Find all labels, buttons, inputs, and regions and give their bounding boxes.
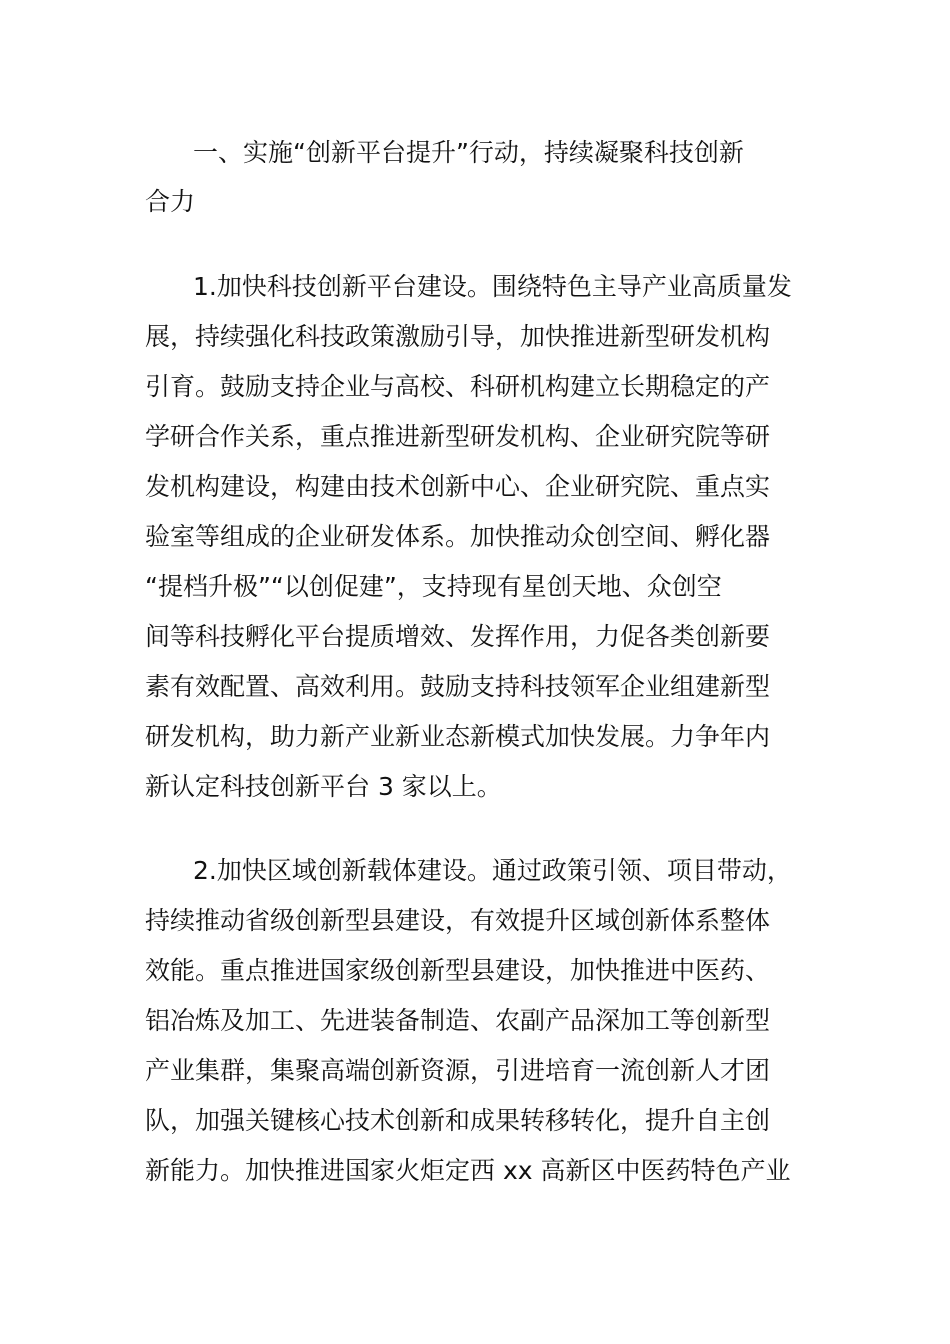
paragraph-2-line: 队，加强关键核心技术创新和成果转移转化，提升自主创 bbox=[145, 1106, 771, 1135]
paragraph-1-line: 验室等组成的企业研发体系。加快推动众创空间、孵化器 bbox=[145, 522, 771, 551]
paragraph-1-line: 素有效配置、高效利用。鼓励支持科技领军企业组建新型 bbox=[145, 672, 771, 701]
paragraph-1-line: 新认定科技创新平台 3 家以上。 bbox=[145, 772, 502, 801]
paragraph-1-line: 展，持续强化科技政策激励引导，加快推进新型研发机构 bbox=[145, 322, 771, 351]
paragraph-1-line: “提档升极”“以创促建”，支持现有星创天地、众创空 bbox=[145, 572, 722, 601]
paragraph-1-line: 间等科技孵化平台提质增效、发挥作用，力促各类创新要 bbox=[145, 622, 771, 651]
section-heading-line-2: 合力 bbox=[145, 187, 196, 216]
paragraph-2-line: 效能。重点推进国家级创新型县建设，加快推进中医药、 bbox=[145, 956, 771, 985]
paragraph-2-line: 产业集群，集聚高端创新资源，引进培育一流创新人才团 bbox=[145, 1056, 771, 1085]
paragraph-2-line: 新能力。加快推进国家火炬定西 xx 高新区中医药特色产业 bbox=[145, 1156, 791, 1185]
paragraph-2-line: 持续推动省级创新型县建设，有效提升区域创新体系整体 bbox=[145, 906, 771, 935]
paragraph-1-line: 研发机构，助力新产业新业态新模式加快发展。力争年内 bbox=[145, 722, 771, 751]
paragraph-1-line: 学研合作关系，重点推进新型研发机构、企业研究院等研 bbox=[145, 422, 771, 451]
paragraph-1-line: 1.加快科技创新平台建设。围绕特色主导产业高质量发 bbox=[193, 272, 792, 301]
paragraph-2-line: 铝冶炼及加工、先进装备制造、农副产品深加工等创新型 bbox=[145, 1006, 771, 1035]
paragraph-1-line: 引育。鼓励支持企业与高校、科研机构建立长期稳定的产 bbox=[145, 372, 771, 401]
paragraph-1-line: 发机构建设，构建由技术创新中心、企业研究院、重点实 bbox=[145, 472, 771, 501]
paragraph-2-line: 2.加快区域创新载体建设。通过政策引领、项目带动， bbox=[193, 856, 792, 885]
section-heading-line-1: 一、实施“创新平台提升”行动，持续凝聚科技创新 bbox=[193, 138, 744, 167]
